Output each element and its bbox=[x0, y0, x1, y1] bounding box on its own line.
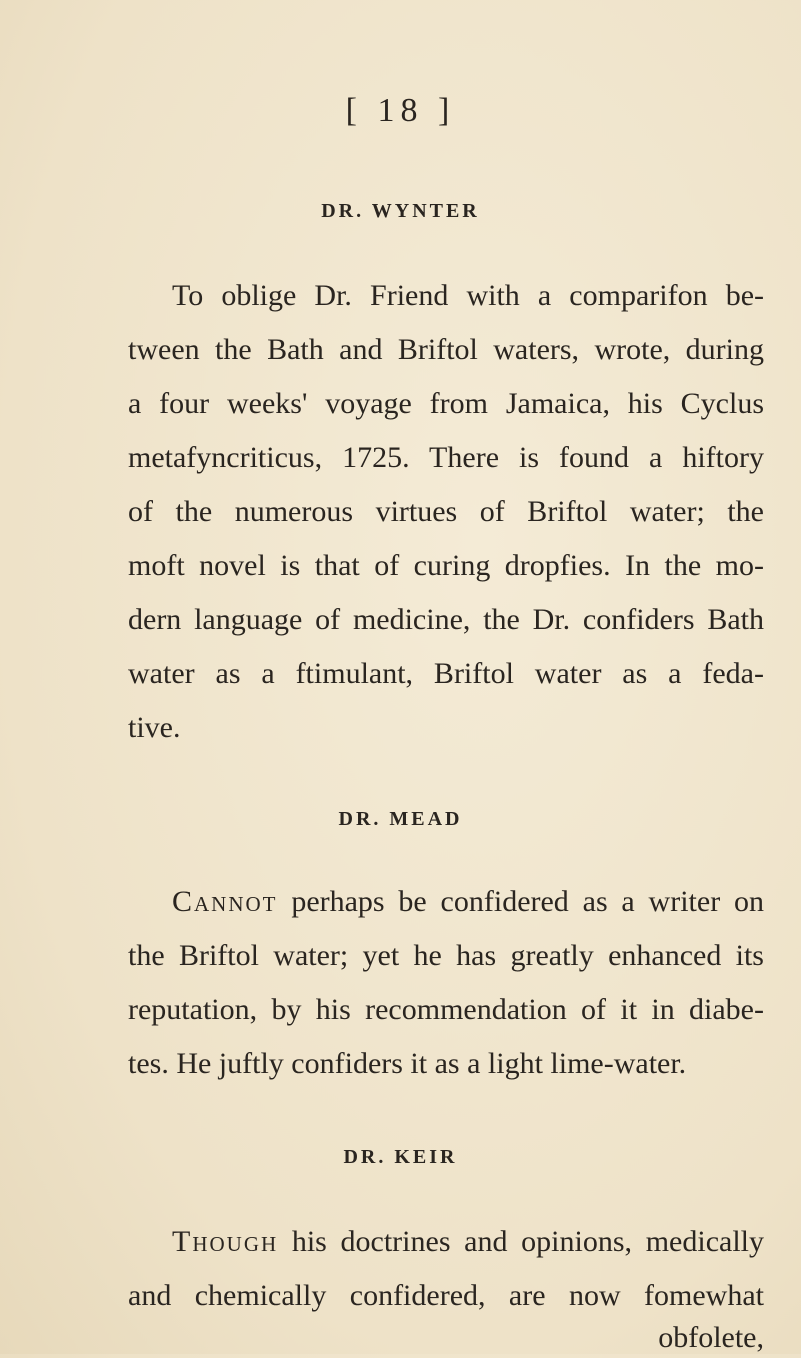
line-text: tes. He juftly confiders it as a light lime-water. bbox=[128, 1047, 687, 1080]
paragraph-line bbox=[128, 708, 764, 748]
paragraph-line bbox=[128, 936, 764, 976]
paragraph-line bbox=[172, 276, 764, 316]
small-caps-lead: Cannot bbox=[172, 885, 278, 918]
paragraph-line bbox=[128, 1276, 764, 1316]
line-text: To oblige Dr. Friend with a comparifon be- bbox=[172, 279, 764, 312]
catchword bbox=[128, 1318, 764, 1358]
paragraph-line bbox=[128, 438, 764, 478]
line-text: the Briftol water; yet he has greatly enhanced its bbox=[128, 939, 764, 972]
paragraph-line bbox=[128, 492, 764, 532]
line-text: a four weeks' voyage from Jamaica, his Cyclus bbox=[128, 387, 764, 420]
paragraph-line bbox=[128, 600, 764, 640]
line-text: of the numerous virtues of Briftol water; the bbox=[128, 495, 764, 528]
paragraph-line bbox=[128, 1044, 764, 1084]
paragraph-line bbox=[172, 1222, 764, 1262]
line-text: tween the Bath and Briftol waters, wrote, during bbox=[128, 333, 764, 366]
line-text: dern language of medicine, the Dr. confiders Bath bbox=[128, 603, 764, 636]
paragraph-line bbox=[128, 546, 764, 586]
page-number: [ 18 ] bbox=[345, 92, 456, 129]
paragraph-line bbox=[128, 990, 764, 1030]
line-text: moft novel is that of curing dropfies. In the mo- bbox=[128, 549, 764, 582]
paragraph-line bbox=[128, 654, 764, 694]
line-text: his doctrines and opinions, medically bbox=[278, 1225, 764, 1258]
small-caps-lead: Though bbox=[172, 1225, 279, 1258]
paragraph-line bbox=[128, 330, 764, 370]
section-heading-keir: DR. KEIR bbox=[343, 1146, 458, 1168]
line-text: and chemically confidered, are now fomewhat bbox=[128, 1279, 764, 1312]
section-heading-mead: DR. MEAD bbox=[338, 808, 463, 830]
line-text: metafyncriticus, 1725. There is found a hiftory bbox=[128, 441, 764, 474]
line-text: tive. bbox=[128, 711, 181, 744]
paragraph-line bbox=[128, 384, 764, 424]
section-heading-wynter: DR. WYNTER bbox=[321, 200, 480, 222]
line-text: water as a ftimulant, Briftol water as a feda- bbox=[128, 657, 764, 690]
line-text: perhaps be confidered as a writer on bbox=[277, 885, 764, 918]
paragraph-line bbox=[172, 882, 764, 922]
line-text: reputation, by his recommendation of it in diabe- bbox=[128, 993, 764, 1026]
line-text: obfolete, bbox=[658, 1321, 764, 1354]
